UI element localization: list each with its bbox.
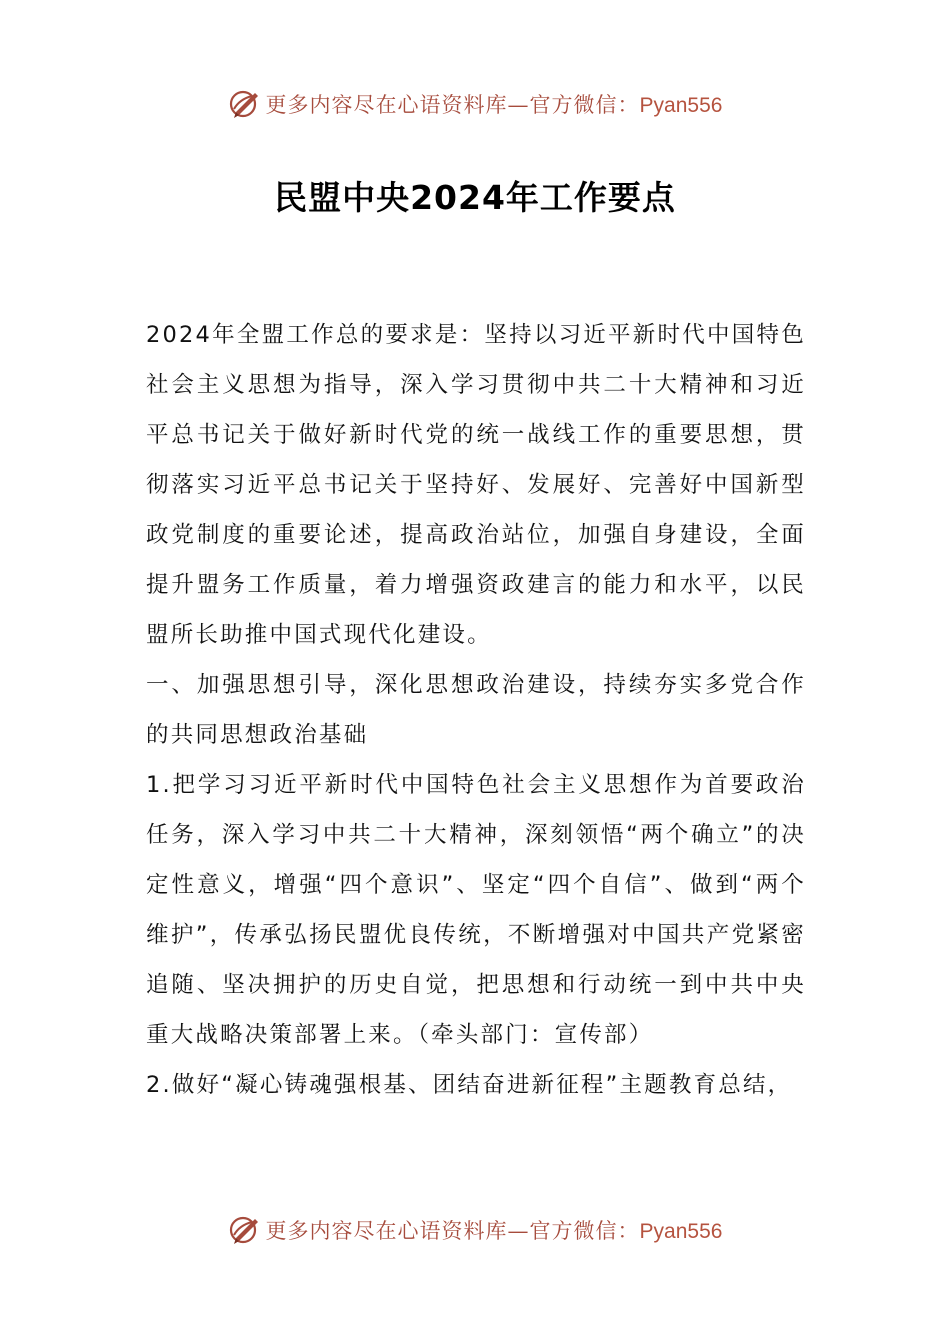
watermark-header <box>0 84 950 124</box>
watermark-text: 更多内容尽在心语资料库—官方微信：Pyan556 <box>265 1219 723 1243</box>
pen-logo-icon <box>228 1213 262 1247</box>
paragraph-intro: 2024年全盟工作总的要求是：坚持以习近平新时代中国特色社会主义思想为指导，深入学习贯彻中共二十大精神和习近平总书记关于做好新时代党的统一战线工作的重要思想，贯彻落实习近平总书记关于坚持好、发展好、完善好中国新型政党制度的重要论述，提高政治站位，加强自身建设，全面提升盟务工作质量，着力增强资政建言的能力和水平，以民盟所长助推中国式现代化建设。 <box>146 322 806 648</box>
document-body <box>146 310 806 1110</box>
section-heading: 一、加强思想引导，深化思想政治建设，持续夯实多党合作的共同思想政治基础 <box>146 672 806 748</box>
watermark-footer <box>0 1210 950 1250</box>
paragraph-item-1: 1.把学习习近平新时代中国特色社会主义思想作为首要政治任务，深入学习中共二十大精神，深刻领悟“两个确立”的决定性意义，增强“四个意识”、坚定“四个自信”、做到“两个维护”，传承弘扬民盟优良传统，不断增强对中国共产党紧密追随、坚决拥护的历史自觉，把思想和行动统一到中共中央重大战略决策部署上来。（牵头部门：宣传部） <box>146 772 806 1048</box>
watermark-text: 更多内容尽在心语资料库—官方微信：Pyan556 <box>265 93 723 117</box>
paragraph-item-2: 2.做好“凝心铸魂强根基、团结奋进新征程”主题教育总结， <box>146 1072 793 1098</box>
pen-logo-icon <box>228 87 262 121</box>
document-title: 民盟中央2024年工作要点 <box>274 178 676 217</box>
